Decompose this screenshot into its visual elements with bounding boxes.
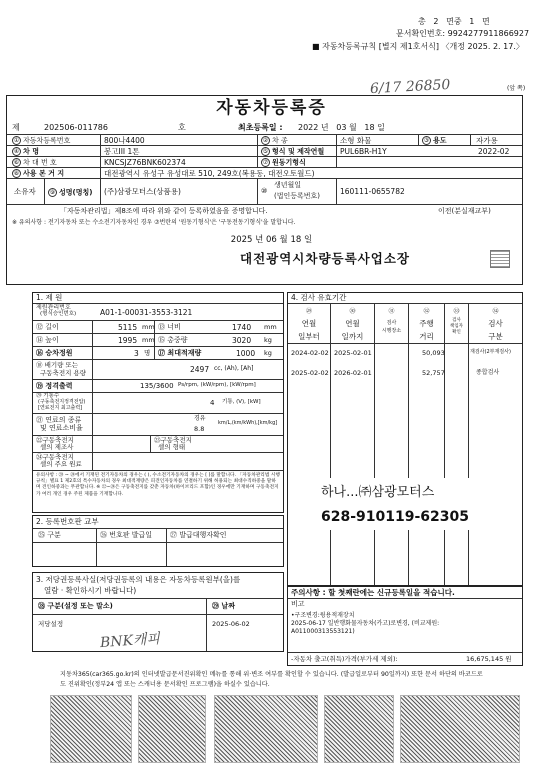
cert-statement: 「자동차관리법」제8조에 따라 위와 같이 등록하였음을 증명합니다. <box>60 207 268 215</box>
owner-corp-no-label: (법인등록번호) <box>274 192 321 200</box>
insp-col-from: ㉙ 연월 일부터 <box>298 308 320 341</box>
vin-label: ⑥ 차 대 번 호 <box>13 158 57 167</box>
insp-col-place: ㉛ 검사 시행장소 <box>381 308 402 334</box>
load-value: 1000 <box>236 349 256 358</box>
vin-value: KNCSJZ76BNK602374 <box>104 158 186 167</box>
price-label: -자동차 출고(취득)가격(부가세 제외): <box>291 655 398 663</box>
owner-id-circle: ⑩ <box>261 187 268 195</box>
spec-note: 유의사항 : ⑳ ~ ㉔에서 기재된 전기자동차의 경우는 ( ), 수소전기자동차의 경우는 [ ]를 말합니다. 「자동차관리법 시행규칙」별표 1 제2호의 특수자동차의 경우 최대적재량은 피견인자동차를 연결하기 위해 허용되는 최대수직하중을 말하며 견인하중과는 무관합니다. ※ ㉒~㉔은 구동축전지를 갖춘 자동차(하이브리드 포함)인 경우에만 기재하며 구동축전지가 여러 개인 경우 주된 제품을 기재합니다. <box>36 473 280 497</box>
disp-label-b: 구동축전지 용량 <box>40 369 87 377</box>
cyl-label-b: (구동축전지정격전압) <box>38 399 86 405</box>
power-value: 135/3600 <box>140 382 174 390</box>
remark-line-1: •구조변경:윙용적재장치 <box>291 612 355 619</box>
battery-material-label-b: 셀의 주요 원료 <box>40 460 82 468</box>
page-total-label: 총 2 면중 1 면 <box>418 17 490 26</box>
account-holder: 하나...㈜삼광모터스 <box>321 485 435 500</box>
remark-line-3: A011000313553121) <box>291 628 355 635</box>
owner-name-label: ⑨ 성명(명칭) <box>49 188 93 197</box>
battery-material-label-a: ㉔구동축전지 <box>36 453 74 461</box>
seats-label: ⑯ 승차정원 <box>36 349 73 357</box>
disp-value: 2497 <box>190 365 210 374</box>
insp-col-to: ㉚ 연월 일까지 <box>341 308 364 341</box>
handwritten-bnk: BNK캐피 <box>99 630 161 652</box>
security-barcode-1 <box>50 695 132 763</box>
plate-col-date: ㉖ 번호판 발급일 <box>100 531 153 539</box>
plate-col-type: ㉕ 구분 <box>38 531 61 539</box>
mortgage-col-type: ㉘ 구분(설정 또는 말소) <box>38 602 113 610</box>
cyl-label-c: [연료전지 최고출력] <box>38 405 83 411</box>
mortgage-type: 저당설정 <box>38 620 64 628</box>
insp-km: 50,093 <box>422 349 445 357</box>
reg-no-ho: 호 <box>178 123 186 132</box>
width-value: 1740 <box>232 323 252 332</box>
owner-label: 소유자 <box>14 187 36 196</box>
first-reg-date: 2022 년 03 월 18 일 <box>298 123 385 132</box>
first-reg-label: 최초등록일 : <box>238 123 283 132</box>
mgmt-label-b: (형식승인번호) <box>40 311 77 317</box>
width-label: ⑬ 너비 <box>158 323 181 331</box>
height-label: ⑭ 높이 <box>36 336 59 344</box>
reg-no-label: 제 <box>12 123 20 132</box>
vehicle-type-value: 소형 화물 <box>340 136 372 145</box>
insp-from: 2024-02-02 <box>291 349 329 357</box>
disp-unit: cc, (Ah), [Ah] <box>214 365 254 372</box>
manufacture-date: 2022-02 <box>478 147 510 156</box>
insp-col-type: ㉞ 검사 구분 <box>488 308 503 341</box>
price-value: 16,675,145 원 <box>466 655 512 663</box>
security-barcode-3 <box>214 695 318 763</box>
width-unit: mm <box>264 323 277 331</box>
mortgage-header-b: 열람 · 확인하시기 바랍니다) <box>44 586 137 595</box>
footer-note-1: 지동차365(car365.go.kr)의 인터넷발급문서진위확인 메뉴를 통해 위·변조 여부를 확인할 수 있습니다. (발급일로부터 90일까지) 또한 문서 하단의 바코드로 <box>60 671 483 678</box>
reg-no: 202506-011786 <box>44 123 108 132</box>
fuel-unit: km/L,(km/kWh),[km/kg] <box>218 420 278 426</box>
battery-form-label-a: ㉓구동축전지 <box>154 436 192 444</box>
insp-type: 재검사(2부재검사) <box>470 349 511 355</box>
account-stamp <box>313 478 503 530</box>
length-value: 5115 <box>118 323 138 332</box>
front-side-label: (앞 쪽) <box>507 85 526 92</box>
fuel-type: 경유 <box>194 415 206 422</box>
length-unit: mm <box>142 323 155 331</box>
reissue-label: 이전(분실재교부) <box>438 207 491 215</box>
owner-id-value: 160111-0655782 <box>340 187 405 196</box>
plate-col-agent: ㉗ 발급대행자확인 <box>170 531 227 539</box>
remark-label: 비고 <box>291 600 305 608</box>
disp-label-a: ⑱ 배기량 또는 <box>36 361 79 369</box>
cert-note: ※ 유의사항 : 전기자동차 또는 수소전기자동차인 경우 ⑦번란의 '원동기형식'은 '구동전동기형식'을 말합니다. <box>12 219 296 226</box>
usage-value: 자가용 <box>476 136 498 145</box>
cyl-label-a: ⑳ 기통수 <box>36 393 60 399</box>
security-barcode-5 <box>400 695 520 763</box>
mortgage-col-date: ㉙ 날짜 <box>212 602 235 610</box>
insp-col-km: ㉜ 주행 거리 <box>419 308 434 341</box>
battery-maker-label-b: 셀의 제조사 <box>40 443 74 451</box>
fuel-label-a: ㉑ 연료의 종류 <box>36 416 82 424</box>
battery-form-label-b: 셀의 형태 <box>158 443 186 451</box>
power-unit: Ps/rpm, (kW/rpm), [kW/rpm] <box>178 382 256 388</box>
mgmt-value: A01-1-00031-3553-3121 <box>100 308 193 317</box>
account-number: 628-910119-62305 <box>321 509 469 525</box>
issue-date: 2025 년 06 월 18 일 <box>230 235 313 245</box>
insp-type: 종합검사 <box>476 369 500 376</box>
cyl-value: 4 <box>210 399 215 407</box>
doc-confirm-number: 문서확인번호: 9924277911866927 <box>396 29 530 38</box>
inspection-header: 4. 검사 유효기간 <box>291 293 347 302</box>
cyl-unit: 기통, (V), [kW] <box>222 399 261 405</box>
usage-label: ③ 용도 <box>423 136 447 145</box>
vehicle-type-label: ② 차 종 <box>262 136 288 145</box>
car-name-value: 봉고III 1톤 <box>104 147 140 156</box>
page-title: 자동차등록증 <box>216 98 327 118</box>
official-seal <box>490 250 510 268</box>
car-name-label: ④ 차 명 <box>13 147 39 156</box>
fuel-rate: 8.8 <box>194 425 205 433</box>
owner-birth-label: 생년월일 <box>274 181 302 189</box>
form-rule: ■ 자동차등록규칙 [별지 제1호서식] 〈개정 2025. 2. 17.〉 <box>312 42 524 51</box>
reg-number-label: ① 자동차등록번호 <box>13 136 71 145</box>
gross-value: 3020 <box>232 336 252 345</box>
model-label: ⑤ 형식 및 제작연월 <box>262 147 325 156</box>
security-barcode-2 <box>138 695 206 763</box>
insp-km: 52,757 <box>422 369 445 377</box>
height-unit: mm <box>142 336 155 344</box>
mortgage-header-a: 3. 저당권등록사실(저당권등록의 내용은 자동차등록원부(을)를 <box>36 575 241 584</box>
engine-type-label: ⑦ 원동기형식 <box>262 158 306 167</box>
insp-to: 2026-02-01 <box>334 369 372 377</box>
load-unit: kg <box>264 349 272 357</box>
mortgage-date: 2025-06-02 <box>212 620 250 628</box>
length-label: ⑫ 길이 <box>36 323 59 331</box>
mgmt-label-a: 제원관리번호 <box>36 304 71 311</box>
gross-unit: kg <box>264 336 272 344</box>
first-row-warning: 주의사항 : 할 첫째란에는 신규등록일을 적습니다. <box>291 588 455 597</box>
seats-value: 3 <box>134 349 139 358</box>
battery-maker-label-a: ㉒구동축전지 <box>36 436 74 444</box>
load-label: ⑰ 최대적재량 <box>158 349 202 357</box>
footer-note-2: 도 진위확인(정부24 앱 또는 스캐너용 문서확인 프로그램)을 하실수 있습니다. <box>60 681 270 688</box>
owner-name-value: (주)삼광모터스(상품용) <box>104 187 181 196</box>
issuing-office: 대전광역시차량등록사업소장 <box>240 251 410 266</box>
model-value: PUL6BR-H1Y <box>340 147 387 156</box>
seats-unit: 명 <box>144 349 151 357</box>
spec-header: 1. 제 원 <box>36 293 63 302</box>
remark-line-2: 2025-06-17 일반행화물자동차(카고)로변경, (비교제원: <box>291 620 440 627</box>
insp-from: 2025-02-02 <box>291 369 329 377</box>
handwritten-note: 6/17 26850 <box>369 76 451 98</box>
reg-number-value: 800나4400 <box>104 136 145 145</box>
base-location-value: 대전광역시 유성구 유성대로 510, 249호(복용동, 대전오토월드) <box>104 169 315 178</box>
base-location-label: ⑧ 사용 본 거 지 <box>13 169 65 178</box>
power-label: ⑲ 정격출력 <box>36 382 73 390</box>
insp-col-sign: ㉝ 검사 책임자 확인 <box>449 308 464 335</box>
security-barcode-4 <box>324 695 394 763</box>
gross-label: ⑮ 총중량 <box>158 336 188 344</box>
fuel-label-b: 및 연료소비율 <box>40 424 83 432</box>
plate-header: 2. 등록번호판 교부 <box>36 517 99 526</box>
insp-to: 2025-02-01 <box>334 349 372 357</box>
height-value: 1995 <box>118 336 138 345</box>
